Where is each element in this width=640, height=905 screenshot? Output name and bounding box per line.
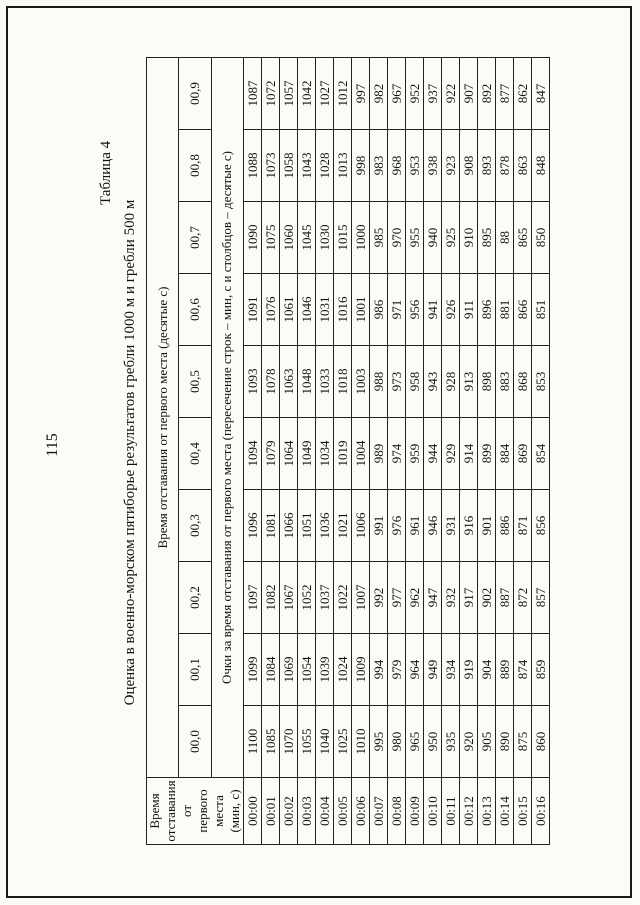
table-row bbox=[316, 58, 334, 845]
row-time-cell: 00:15 bbox=[514, 778, 532, 845]
points-cell: 892 bbox=[478, 58, 496, 130]
points-cell: 974 bbox=[388, 418, 406, 490]
table-row bbox=[352, 58, 370, 845]
table-row bbox=[388, 58, 406, 845]
table-row bbox=[442, 58, 460, 845]
points-cell: 1045 bbox=[298, 202, 316, 274]
points-cell: 941 bbox=[424, 274, 442, 346]
row-time-cell: 00:04 bbox=[316, 778, 334, 845]
points-cell: 920 bbox=[460, 706, 478, 778]
lag-header: Время отставания от первого места (десятые с) bbox=[147, 58, 179, 778]
points-cell: 983 bbox=[370, 130, 388, 202]
page-number: 115 bbox=[44, 433, 61, 457]
table-row bbox=[280, 58, 298, 845]
points-cell: 868 bbox=[514, 346, 532, 418]
points-cell: 1061 bbox=[280, 274, 298, 346]
table-row bbox=[298, 58, 316, 845]
points-cell: 938 bbox=[424, 130, 442, 202]
points-cell: 964 bbox=[406, 634, 424, 706]
points-cell: 1027 bbox=[316, 58, 334, 130]
table-body bbox=[244, 58, 550, 845]
row-time-cell: 00:02 bbox=[280, 778, 298, 845]
points-cell: 898 bbox=[478, 346, 496, 418]
points-cell: 889 bbox=[496, 634, 514, 706]
points-cell: 881 bbox=[496, 274, 514, 346]
table-label: Таблица 4 bbox=[98, 140, 114, 205]
points-cell: 928 bbox=[442, 346, 460, 418]
points-cell: 1055 bbox=[298, 706, 316, 778]
points-cell: 907 bbox=[460, 58, 478, 130]
points-cell: 952 bbox=[406, 58, 424, 130]
row-time-cell: 00:12 bbox=[460, 778, 478, 845]
points-cell: 1036 bbox=[316, 490, 334, 562]
points-cell: 1076 bbox=[262, 274, 280, 346]
table-row bbox=[334, 58, 352, 845]
time-header-line: Время bbox=[147, 793, 162, 829]
points-cell: 893 bbox=[478, 130, 496, 202]
points-cell: 991 bbox=[370, 490, 388, 562]
points-cell: 857 bbox=[532, 562, 550, 634]
points-cell: 1091 bbox=[244, 274, 262, 346]
row-time-cell: 00:01 bbox=[262, 778, 280, 845]
points-cell: 1030 bbox=[316, 202, 334, 274]
points-cell: 1015 bbox=[334, 202, 352, 274]
row-time-cell: 00:11 bbox=[442, 778, 460, 845]
points-cell: 926 bbox=[442, 274, 460, 346]
row-time-cell: 00:06 bbox=[352, 778, 370, 845]
points-cell: 1100 bbox=[244, 706, 262, 778]
points-cell: 1021 bbox=[334, 490, 352, 562]
points-cell: 932 bbox=[442, 562, 460, 634]
points-cell: 917 bbox=[460, 562, 478, 634]
points-cell: 965 bbox=[406, 706, 424, 778]
points-cell: 1088 bbox=[244, 130, 262, 202]
points-cell: 949 bbox=[424, 634, 442, 706]
points-cell: 1051 bbox=[298, 490, 316, 562]
points-cell: 1069 bbox=[280, 634, 298, 706]
points-cell: 1072 bbox=[262, 58, 280, 130]
scoring-table bbox=[146, 57, 550, 845]
points-cell: 980 bbox=[388, 706, 406, 778]
points-cell: 866 bbox=[514, 274, 532, 346]
points-cell: 908 bbox=[460, 130, 478, 202]
row-time-cell: 00:00 bbox=[244, 778, 262, 845]
points-cell: 1039 bbox=[316, 634, 334, 706]
table-row bbox=[496, 58, 514, 845]
points-cell: 877 bbox=[496, 58, 514, 130]
points-cell: 902 bbox=[478, 562, 496, 634]
points-cell: 862 bbox=[514, 58, 532, 130]
points-cell: 865 bbox=[514, 202, 532, 274]
points-cell: 979 bbox=[388, 634, 406, 706]
points-cell: 1013 bbox=[334, 130, 352, 202]
tenths-header: 00,2 bbox=[179, 562, 211, 634]
points-cell: 1063 bbox=[280, 346, 298, 418]
points-cell: 1084 bbox=[262, 634, 280, 706]
points-cell: 953 bbox=[406, 130, 424, 202]
points-cell: 887 bbox=[496, 562, 514, 634]
points-cell: 944 bbox=[424, 418, 442, 490]
points-cell: 871 bbox=[514, 490, 532, 562]
points-cell: 1019 bbox=[334, 418, 352, 490]
points-cell: 1085 bbox=[262, 706, 280, 778]
table-title: Оценка в военно-морском пятиборье результатов гребли 1000 м и гребли 500 м bbox=[122, 199, 138, 706]
points-cell: 1048 bbox=[298, 346, 316, 418]
row-time-cell: 00:13 bbox=[478, 778, 496, 845]
points-cell: 1016 bbox=[334, 274, 352, 346]
points-cell: 88 bbox=[496, 202, 514, 274]
points-cell: 1082 bbox=[262, 562, 280, 634]
tenths-header: 00,9 bbox=[179, 58, 211, 130]
points-cell: 1064 bbox=[280, 418, 298, 490]
points-cell: 916 bbox=[460, 490, 478, 562]
points-cell: 1006 bbox=[352, 490, 370, 562]
points-cell: 896 bbox=[478, 274, 496, 346]
points-cell: 1067 bbox=[280, 562, 298, 634]
points-cell: 943 bbox=[424, 346, 442, 418]
points-cell: 950 bbox=[424, 706, 442, 778]
time-column-header bbox=[147, 778, 244, 845]
points-cell: 851 bbox=[532, 274, 550, 346]
table-row bbox=[478, 58, 496, 845]
table-row bbox=[244, 58, 262, 845]
points-cell: 998 bbox=[352, 130, 370, 202]
points-cell: 937 bbox=[424, 58, 442, 130]
points-cell: 850 bbox=[532, 202, 550, 274]
points-cell: 961 bbox=[406, 490, 424, 562]
points-cell: 1081 bbox=[262, 490, 280, 562]
points-cell: 1033 bbox=[316, 346, 334, 418]
points-cell: 1049 bbox=[298, 418, 316, 490]
points-cell: 1001 bbox=[352, 274, 370, 346]
points-cell: 1087 bbox=[244, 58, 262, 130]
points-cell: 875 bbox=[514, 706, 532, 778]
points-cell: 1043 bbox=[298, 130, 316, 202]
points-cell: 884 bbox=[496, 418, 514, 490]
points-cell: 997 bbox=[352, 58, 370, 130]
points-cell: 956 bbox=[406, 274, 424, 346]
row-time-cell: 00:05 bbox=[334, 778, 352, 845]
points-cell: 931 bbox=[442, 490, 460, 562]
tenths-header: 00,7 bbox=[179, 202, 211, 274]
points-cell: 1012 bbox=[334, 58, 352, 130]
points-cell: 1093 bbox=[244, 346, 262, 418]
points-cell: 1097 bbox=[244, 562, 262, 634]
time-header-line: отставания от bbox=[163, 780, 194, 842]
points-cell: 967 bbox=[388, 58, 406, 130]
points-cell: 968 bbox=[388, 130, 406, 202]
points-cell: 1000 bbox=[352, 202, 370, 274]
points-cell: 914 bbox=[460, 418, 478, 490]
points-cell: 910 bbox=[460, 202, 478, 274]
time-header-line: (мин, с) bbox=[227, 789, 242, 833]
points-cell: 1058 bbox=[280, 130, 298, 202]
points-cell: 1075 bbox=[262, 202, 280, 274]
points-cell: 940 bbox=[424, 202, 442, 274]
row-time-cell: 00:07 bbox=[370, 778, 388, 845]
points-cell: 1025 bbox=[334, 706, 352, 778]
points-cell: 1007 bbox=[352, 562, 370, 634]
points-cell: 1054 bbox=[298, 634, 316, 706]
points-cell: 1037 bbox=[316, 562, 334, 634]
table-row bbox=[406, 58, 424, 845]
points-cell: 859 bbox=[532, 634, 550, 706]
points-header: Очки за время отставания от первого места (пересечение строк – мин, с и столбцов – десятые с) bbox=[211, 58, 243, 778]
tenths-header: 00,0 bbox=[179, 706, 211, 778]
tenths-header: 00,6 bbox=[179, 274, 211, 346]
points-cell: 872 bbox=[514, 562, 532, 634]
table-row bbox=[532, 58, 550, 845]
points-cell: 959 bbox=[406, 418, 424, 490]
points-cell: 895 bbox=[478, 202, 496, 274]
row-time-cell: 00:14 bbox=[496, 778, 514, 845]
points-cell: 1042 bbox=[298, 58, 316, 130]
points-cell: 1031 bbox=[316, 274, 334, 346]
points-cell: 874 bbox=[514, 634, 532, 706]
points-cell: 989 bbox=[370, 418, 388, 490]
points-cell: 971 bbox=[388, 274, 406, 346]
points-cell: 1060 bbox=[280, 202, 298, 274]
row-time-cell: 00:03 bbox=[298, 778, 316, 845]
points-cell: 853 bbox=[532, 346, 550, 418]
points-cell: 886 bbox=[496, 490, 514, 562]
points-cell: 1073 bbox=[262, 130, 280, 202]
points-cell: 977 bbox=[388, 562, 406, 634]
points-cell: 982 bbox=[370, 58, 388, 130]
points-cell: 919 bbox=[460, 634, 478, 706]
points-cell: 847 bbox=[532, 58, 550, 130]
points-cell: 947 bbox=[424, 562, 442, 634]
table-row bbox=[424, 58, 442, 845]
points-cell: 1066 bbox=[280, 490, 298, 562]
tenths-header: 00,4 bbox=[179, 418, 211, 490]
points-cell: 973 bbox=[388, 346, 406, 418]
points-cell: 899 bbox=[478, 418, 496, 490]
points-cell: 1010 bbox=[352, 706, 370, 778]
points-cell: 1052 bbox=[298, 562, 316, 634]
tenths-header: 00,5 bbox=[179, 346, 211, 418]
row-time-cell: 00:09 bbox=[406, 778, 424, 845]
points-cell: 904 bbox=[478, 634, 496, 706]
points-cell: 1046 bbox=[298, 274, 316, 346]
points-cell: 988 bbox=[370, 346, 388, 418]
points-cell: 1028 bbox=[316, 130, 334, 202]
points-cell: 1094 bbox=[244, 418, 262, 490]
points-cell: 976 bbox=[388, 490, 406, 562]
points-cell: 901 bbox=[478, 490, 496, 562]
points-cell: 854 bbox=[532, 418, 550, 490]
points-cell: 1024 bbox=[334, 634, 352, 706]
points-cell: 1070 bbox=[280, 706, 298, 778]
points-cell: 986 bbox=[370, 274, 388, 346]
points-cell: 913 bbox=[460, 346, 478, 418]
tenths-header: 00,1 bbox=[179, 634, 211, 706]
points-cell: 1099 bbox=[244, 634, 262, 706]
points-cell: 935 bbox=[442, 706, 460, 778]
points-cell: 863 bbox=[514, 130, 532, 202]
table-row bbox=[262, 58, 280, 845]
points-cell: 925 bbox=[442, 202, 460, 274]
points-cell: 985 bbox=[370, 202, 388, 274]
points-cell: 890 bbox=[496, 706, 514, 778]
points-cell: 922 bbox=[442, 58, 460, 130]
points-cell: 1078 bbox=[262, 346, 280, 418]
tenths-header: 00,8 bbox=[179, 130, 211, 202]
table-row bbox=[514, 58, 532, 845]
points-cell: 955 bbox=[406, 202, 424, 274]
points-cell: 1004 bbox=[352, 418, 370, 490]
table-row bbox=[370, 58, 388, 845]
points-cell: 1079 bbox=[262, 418, 280, 490]
time-header-line: первого места bbox=[195, 789, 226, 833]
points-cell: 958 bbox=[406, 346, 424, 418]
points-cell: 883 bbox=[496, 346, 514, 418]
points-cell: 869 bbox=[514, 418, 532, 490]
points-cell: 929 bbox=[442, 418, 460, 490]
points-cell: 962 bbox=[406, 562, 424, 634]
points-cell: 1057 bbox=[280, 58, 298, 130]
points-cell: 1009 bbox=[352, 634, 370, 706]
points-cell: 878 bbox=[496, 130, 514, 202]
points-cell: 995 bbox=[370, 706, 388, 778]
points-cell: 1090 bbox=[244, 202, 262, 274]
tenths-header: 00,3 bbox=[179, 490, 211, 562]
points-cell: 911 bbox=[460, 274, 478, 346]
points-cell: 848 bbox=[532, 130, 550, 202]
row-time-cell: 00:10 bbox=[424, 778, 442, 845]
points-cell: 1096 bbox=[244, 490, 262, 562]
points-cell: 923 bbox=[442, 130, 460, 202]
points-cell: 860 bbox=[532, 706, 550, 778]
points-cell: 1040 bbox=[316, 706, 334, 778]
points-cell: 1034 bbox=[316, 418, 334, 490]
row-time-cell: 00:16 bbox=[532, 778, 550, 845]
points-cell: 934 bbox=[442, 634, 460, 706]
points-cell: 992 bbox=[370, 562, 388, 634]
points-cell: 1003 bbox=[352, 346, 370, 418]
points-cell: 905 bbox=[478, 706, 496, 778]
row-time-cell: 00:08 bbox=[388, 778, 406, 845]
points-cell: 1018 bbox=[334, 346, 352, 418]
points-cell: 946 bbox=[424, 490, 442, 562]
points-cell: 1022 bbox=[334, 562, 352, 634]
points-cell: 970 bbox=[388, 202, 406, 274]
points-cell: 856 bbox=[532, 490, 550, 562]
points-cell: 994 bbox=[370, 634, 388, 706]
table-row bbox=[460, 58, 478, 845]
